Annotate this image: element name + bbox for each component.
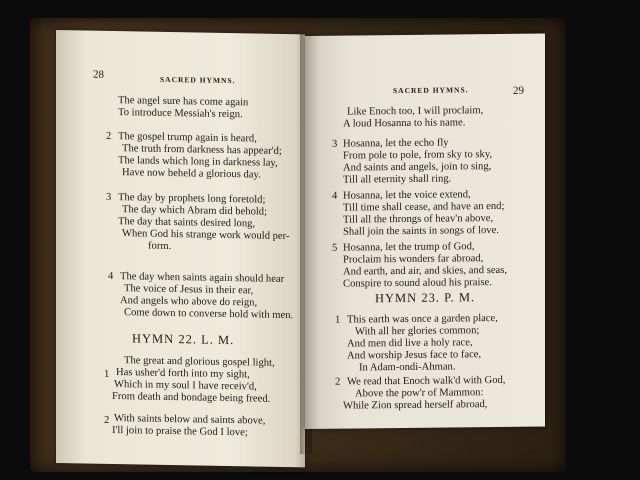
text-line: From pole to pole, from sky to sky,	[343, 149, 493, 162]
text-line: With saints below and saints above,	[114, 413, 266, 427]
text-line: Conspire to sound aloud his praise.	[343, 277, 492, 290]
verse-number: 1	[104, 368, 110, 380]
text-line: While Zion spread herself abroad,	[343, 399, 488, 412]
text-line: Hosanna, let the trump of God,	[343, 241, 475, 254]
text-line: And earth, and air, and skies, and seas,	[343, 264, 508, 278]
text-line: The day that saints desired long,	[118, 216, 256, 230]
text-line: Like Enoch too, I will proclaim,	[347, 105, 484, 118]
text-line: I'll join to praise the God I love;	[112, 424, 248, 439]
text-line: And angels who above do reign,	[120, 295, 258, 309]
text-line: Have now beheld a glorious day.	[122, 167, 261, 181]
text-line: When God his strange work would per-	[122, 228, 290, 243]
running-head-right: SACRED HYMNS.	[393, 85, 469, 96]
text-line: Hosanna, let the echo fly	[343, 137, 449, 150]
text-line: form.	[148, 240, 172, 253]
verse-number: 3	[332, 138, 338, 150]
text-line: And worship Jesus face to face,	[347, 349, 482, 362]
text-line: Proclaim his wonders far abroad,	[343, 253, 484, 266]
verse-number: 5	[332, 242, 338, 254]
text-line: And saints and angels, join to sing,	[343, 161, 492, 174]
hymn-heading: HYMN 23. P. M.	[375, 290, 476, 306]
text-line: And men did live a holy race,	[347, 337, 473, 350]
text-line: Shall join the saints in songs of love.	[343, 224, 499, 238]
verse-number: 2	[106, 130, 112, 142]
page-number-left: 28	[93, 68, 104, 81]
text-line: The voice of Jesus in their ear,	[124, 283, 254, 297]
text-line: The day which Abram did behold;	[122, 204, 268, 218]
text-line: To introduce Messiah's reign.	[118, 107, 243, 121]
text-line: A loud Hosanna to his name.	[343, 117, 466, 130]
text-line: Which in my soul I have receiv'd,	[114, 379, 257, 393]
verse-number: 1	[335, 314, 341, 326]
verse-number: 4	[108, 270, 114, 283]
text-line: Till all eternity shall ring.	[343, 173, 452, 186]
text-line: The angel sure has come again	[118, 95, 249, 109]
text-line: The gospel trump again is heard,	[118, 131, 257, 145]
text-line: With all her glories common;	[355, 325, 480, 338]
verse-number: 4	[332, 190, 338, 202]
hymn-heading: HYMN 22. L. M.	[132, 331, 235, 348]
text-line: Hosanna, let the voice extend,	[343, 189, 471, 202]
text-line: Has usher'd forth into my sight,	[116, 367, 250, 381]
text-line: In Adam-ondi-Ahman.	[359, 361, 456, 374]
verse-number: 3	[106, 191, 112, 203]
text-line: The lands which long in darkness lay,	[118, 155, 278, 169]
text-line: Above the pow'r of Mammon:	[355, 387, 484, 400]
left-page	[56, 30, 305, 467]
right-page	[305, 33, 545, 429]
text-line: From death and bondage being freed.	[112, 390, 271, 405]
text-line: Come down to converse hold with men.	[124, 307, 294, 322]
page-number-right: 29	[513, 84, 524, 97]
text-line: The truth from darkness has appear'd;	[122, 143, 282, 157]
running-head-left: SACRED HYMNS.	[160, 74, 236, 86]
text-line: The day by prophets long foretold;	[118, 192, 266, 206]
text-line: Till time shall cease, and have an end;	[343, 200, 505, 214]
text-line: The day when saints again should hear	[120, 271, 285, 285]
text-line: We read that Enoch walk'd with God,	[347, 374, 506, 388]
text-line: Till all the throngs of heav'n above,	[343, 213, 494, 226]
verse-number: 2	[104, 414, 110, 426]
verse-number: 2	[335, 376, 341, 388]
text-line: The great and glorious gospel light,	[124, 355, 275, 369]
text-line: This earth was once a garden place,	[347, 312, 498, 326]
